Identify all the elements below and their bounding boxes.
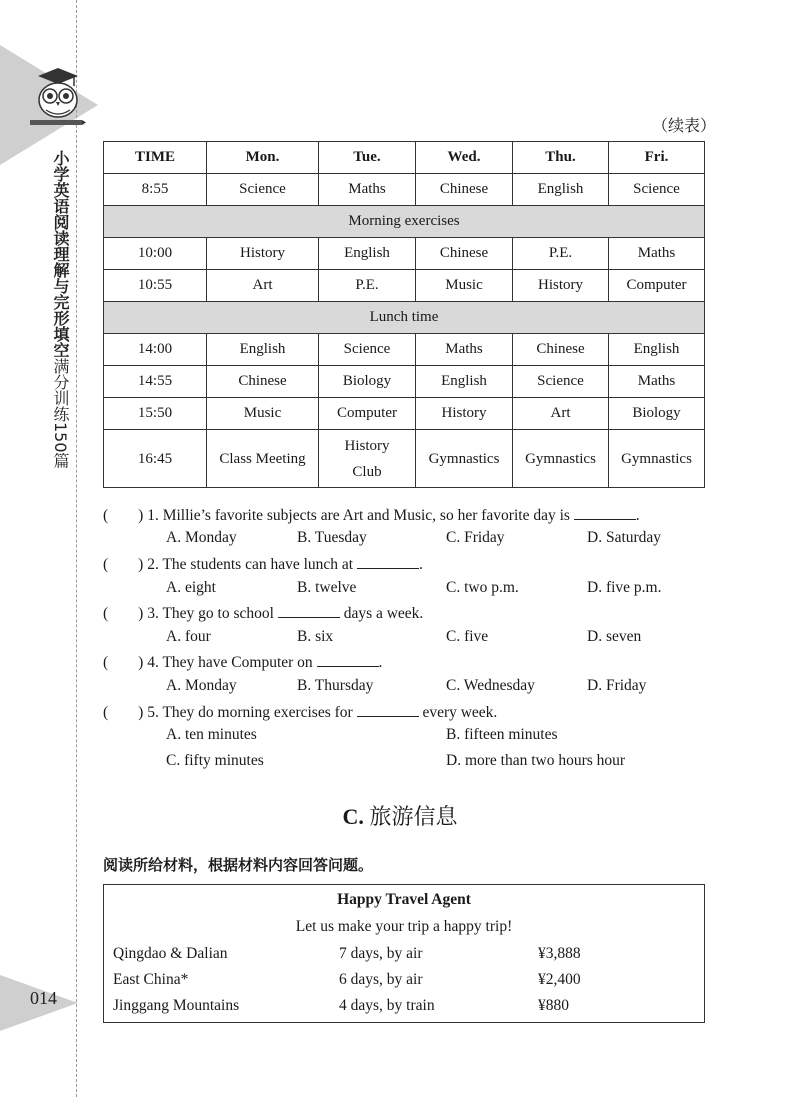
time-cell: 10:00	[104, 238, 207, 270]
question-text: 3. They go to school	[147, 605, 274, 622]
option: A. Monday	[166, 677, 237, 694]
table-row	[104, 334, 705, 366]
subject-cell	[319, 430, 416, 488]
subject-cell: P.E.	[319, 270, 416, 302]
question-text-after: .	[635, 507, 640, 524]
option: C. Friday	[446, 529, 505, 546]
option: A. four	[166, 628, 211, 645]
subject-cell: Art	[207, 270, 319, 302]
book-side-title	[48, 150, 72, 469]
table-row	[104, 238, 705, 270]
option: D. seven	[587, 628, 642, 645]
option: C. five	[446, 628, 489, 645]
fill-blank	[357, 554, 419, 569]
subject-cell: English	[513, 174, 609, 206]
subject-cell: Science	[319, 334, 416, 366]
trip-price: ¥3,888	[538, 945, 581, 962]
section-heading: 旅游信息	[369, 805, 458, 830]
trip-place: Jinggang Mountains	[113, 997, 240, 1014]
subject-cell: Maths	[416, 334, 513, 366]
break-cell-lunch-time: Lunch time	[104, 302, 705, 334]
option: B. six	[297, 628, 334, 645]
option: B. Thursday	[297, 677, 374, 694]
section-title	[0, 800, 800, 831]
subject-cell: English	[416, 366, 513, 398]
travel-agent-box	[103, 884, 705, 1023]
question-text: 4. They have Computer on	[147, 654, 313, 671]
trip-place: Qingdao & Dalian	[113, 945, 228, 962]
table-row	[104, 270, 705, 302]
subject-cell: Gymnastics	[416, 430, 513, 488]
subject-cell: English	[609, 334, 705, 366]
subject-cell: History	[513, 270, 609, 302]
subject-cell: Computer	[609, 270, 705, 302]
question-5: ( ) 5. They do morning exercises for every week.	[103, 704, 498, 721]
subject-cell: English	[319, 238, 416, 270]
subject-cell: Science	[207, 174, 319, 206]
table-row	[104, 430, 705, 488]
subject-cell: Chinese	[513, 334, 609, 366]
subject-cell: Music	[416, 270, 513, 302]
subject-cell: Science	[609, 174, 705, 206]
header-time: TIME	[104, 142, 207, 174]
subject-cell: Class Meeting	[207, 430, 319, 488]
side-title-rest: 满分训练150篇	[51, 358, 70, 469]
question-text: 1. Millie’s favorite subjects are Art and Music, so her favorite day is	[147, 507, 570, 524]
subject-cell: Science	[513, 366, 609, 398]
timetable-header-row	[104, 142, 705, 174]
subject-cell: Biology	[609, 398, 705, 430]
subject-cell: Chinese	[207, 366, 319, 398]
subject-cell: Gymnastics	[513, 430, 609, 488]
option: C. two p.m.	[446, 579, 519, 596]
time-cell: 10:55	[104, 270, 207, 302]
question-2: ( ) 2. The students can have lunch at .	[103, 556, 423, 573]
option: A. Monday	[166, 529, 237, 546]
subject-cell: Gymnastics	[609, 430, 705, 488]
header-wed: Wed.	[416, 142, 513, 174]
binding-dotted-line	[76, 0, 77, 1097]
header-mon: Mon.	[207, 142, 319, 174]
trip-duration: 7 days, by air	[339, 945, 423, 962]
option: A. ten minutes	[166, 726, 257, 743]
fill-blank	[357, 702, 419, 717]
subject-cell: Maths	[319, 174, 416, 206]
subject-cell: Music	[207, 398, 319, 430]
list-item	[104, 971, 704, 995]
list-item	[104, 945, 704, 969]
option: D. more than two hours hour	[446, 752, 626, 769]
trip-duration: 6 days, by air	[339, 971, 423, 988]
side-title-bold: 小学英语阅读理解与完形填空	[51, 150, 70, 358]
travel-agent-title: Happy Travel Agent	[337, 891, 471, 908]
owl-mascot-icon	[30, 66, 86, 132]
option: D. five p.m.	[587, 579, 662, 596]
question-text: 2. The students can have lunch at	[147, 556, 354, 573]
table-row-break	[104, 302, 705, 334]
subject-cell: Maths	[609, 238, 705, 270]
trip-price: ¥2,400	[538, 971, 581, 988]
question-text-after: every week.	[422, 704, 498, 721]
fill-blank	[278, 603, 340, 618]
option: D. Saturday	[587, 529, 662, 546]
fill-blank	[574, 505, 636, 520]
table-row	[104, 398, 705, 430]
option: B. fifteen minutes	[446, 726, 558, 743]
option: A. eight	[166, 579, 216, 596]
table-row	[104, 174, 705, 206]
subject-cell: Chinese	[416, 238, 513, 270]
subject-cell: History	[416, 398, 513, 430]
section-letter: C.	[342, 804, 364, 829]
table-row	[104, 366, 705, 398]
header-fri: Fri.	[609, 142, 705, 174]
subject-cell: English	[207, 334, 319, 366]
subject-cell: Maths	[609, 366, 705, 398]
trip-price: ¥880	[538, 997, 569, 1014]
subject-cell: P.E.	[513, 238, 609, 270]
header-thu: Thu.	[513, 142, 609, 174]
table-row-break	[104, 206, 705, 238]
question-text-after: days a week.	[343, 605, 424, 622]
continued-label: （续表）	[652, 118, 717, 135]
list-item	[104, 997, 704, 1021]
time-cell: 15:50	[104, 398, 207, 430]
trip-place: East China*	[113, 971, 189, 988]
time-cell: 8:55	[104, 174, 207, 206]
timetable	[103, 141, 705, 488]
subject-cell: Biology	[319, 366, 416, 398]
option: C. Wednesday	[446, 677, 535, 694]
question-text: 5. They do morning exercises for	[147, 704, 353, 721]
option: B. twelve	[297, 579, 357, 596]
break-cell-morning-exercises: Morning exercises	[104, 206, 705, 238]
header-tue: Tue.	[319, 142, 416, 174]
time-cell: 14:00	[104, 334, 207, 366]
trip-duration: 4 days, by train	[339, 997, 435, 1014]
page-number: 014	[30, 988, 57, 1008]
travel-agent-slogan: Let us make your trip a happy trip!	[295, 918, 513, 935]
fill-blank	[317, 652, 379, 667]
subject-cell: Computer	[319, 398, 416, 430]
question-1: ( ) 1. Millie’s favorite subjects are Art and Music, so her favorite day is .	[103, 507, 640, 524]
option: D. Friday	[587, 677, 647, 694]
option: C. fifty minutes	[166, 752, 264, 769]
section-instruction: 阅读所给材料，根据材料内容回答问题。	[103, 856, 374, 874]
option: B. Tuesday	[297, 529, 367, 546]
subject-cell: Art	[513, 398, 609, 430]
time-cell: 16:45	[104, 430, 207, 488]
time-cell: 14:55	[104, 366, 207, 398]
question-4: ( ) 4. They have Computer on .	[103, 654, 383, 671]
question-3: ( ) 3. They go to school days a week.	[103, 605, 424, 622]
question-text-after: .	[378, 654, 383, 671]
subject-cell-text: History Club	[344, 437, 390, 480]
subject-cell: Chinese	[416, 174, 513, 206]
question-text-after: .	[418, 556, 423, 573]
subject-cell: History	[207, 238, 319, 270]
